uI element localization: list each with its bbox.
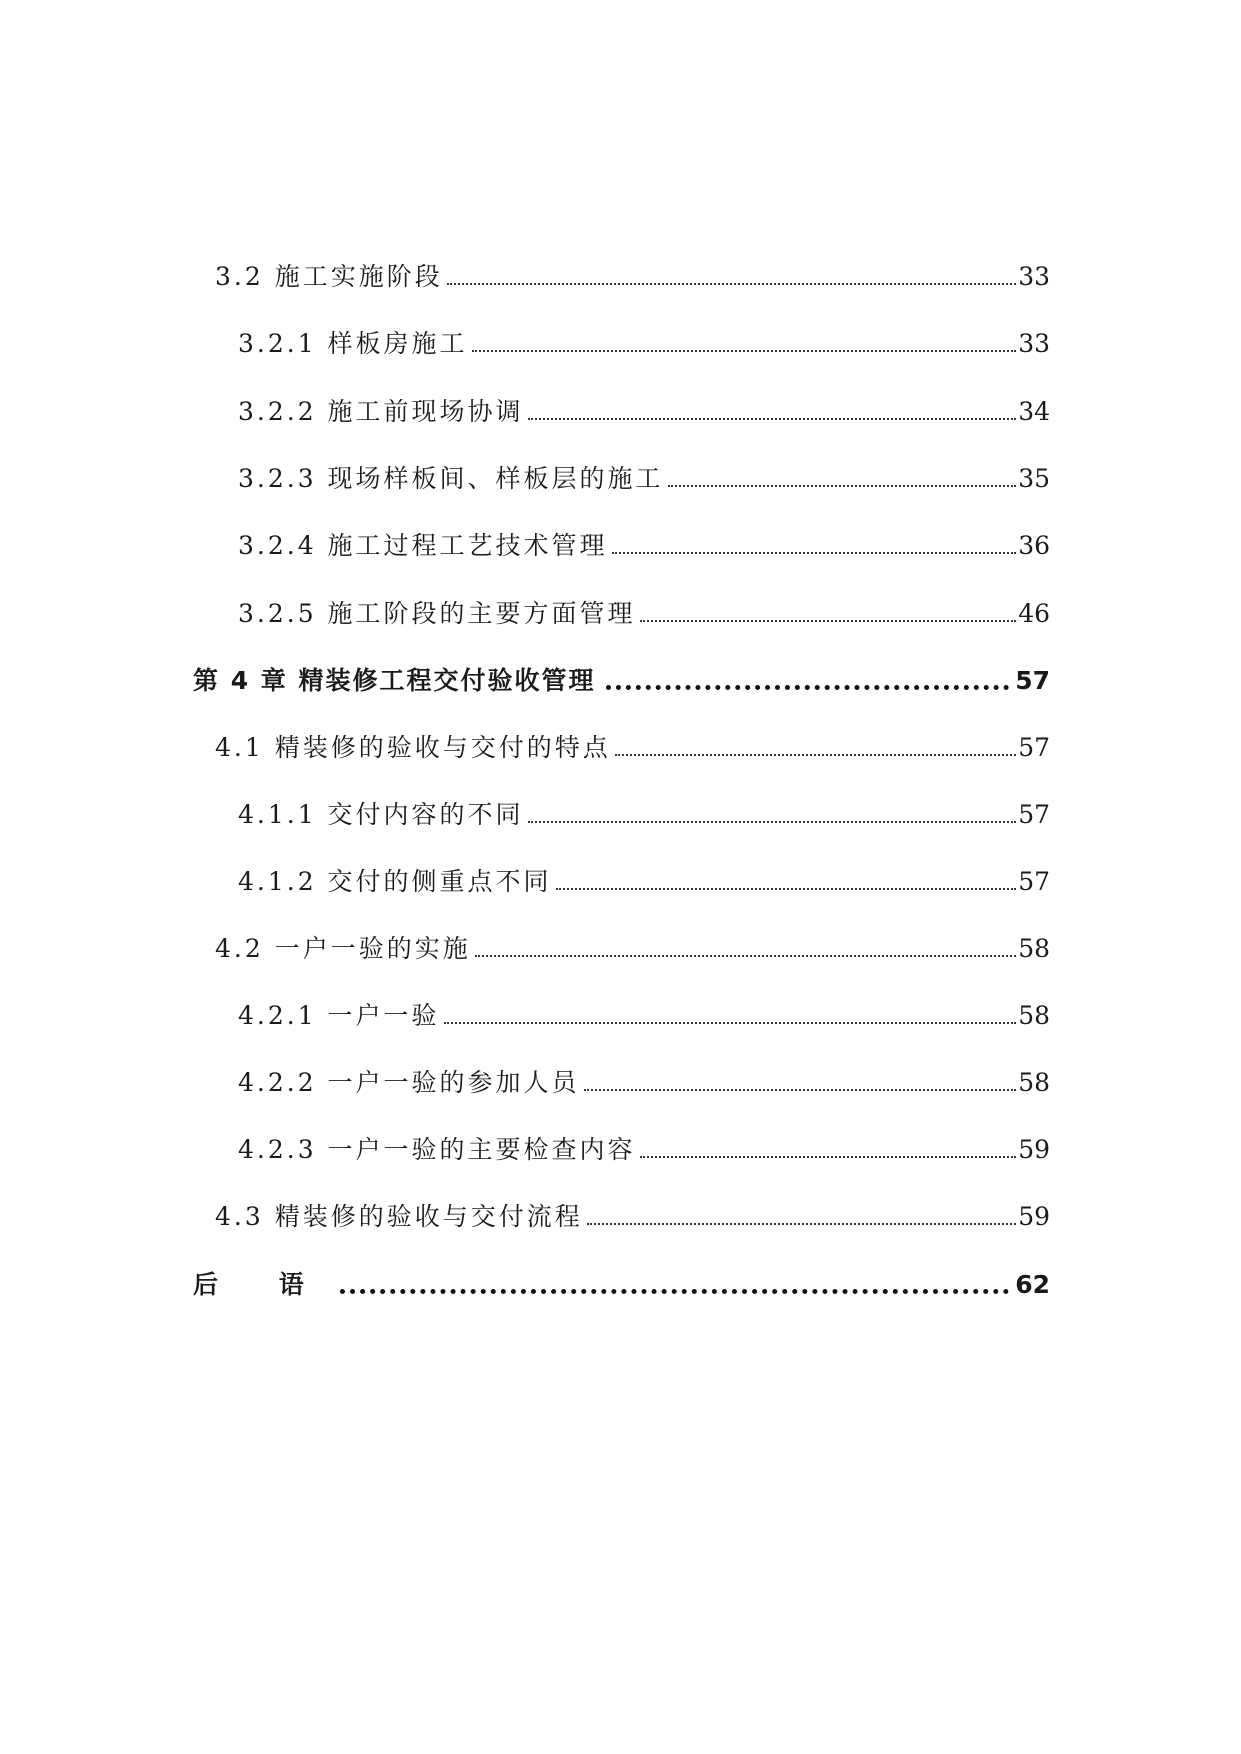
toc-label: 3.2 施工实施阶段 (215, 262, 443, 291)
toc-entry-4-1[interactable] (215, 719, 1050, 763)
dot-leader (528, 418, 1017, 420)
toc-page-number: 59 (1018, 1202, 1050, 1231)
toc-page-number: 34 (1018, 397, 1050, 426)
toc-label: 第 4 章 精装修工程交付验收管理 (193, 666, 596, 695)
toc-page-number: 59 (1018, 1135, 1050, 1164)
toc-entry-3-2-2[interactable] (238, 383, 1050, 427)
toc-entry-4-2-3[interactable] (238, 1121, 1050, 1165)
toc-page-number: 36 (1018, 531, 1050, 560)
toc-label: 4.2.3 一户一验的主要检查内容 (238, 1135, 636, 1164)
toc-label: 4.2.1 一户一验 (238, 1001, 440, 1030)
dot-leader (472, 350, 1017, 352)
dot-leader (615, 754, 1016, 756)
toc-entry-3-2[interactable] (215, 248, 1050, 292)
dot-leader (528, 821, 1017, 823)
toc-entry-afterword[interactable] (193, 1256, 1050, 1300)
toc-entry-3-2-3[interactable] (238, 450, 1050, 494)
toc-entry-4-2-2[interactable] (238, 1054, 1050, 1098)
toc-label: 4.2 一户一验的实施 (215, 934, 471, 963)
toc-entry-3-2-5[interactable] (238, 585, 1050, 629)
toc-page-number: 57 (1018, 800, 1050, 829)
toc-page-number: 57 (1018, 867, 1050, 896)
dot-leader (640, 620, 1017, 622)
toc-page-number: 35 (1018, 464, 1050, 493)
dot-leader (668, 485, 1017, 487)
toc-entry-4-2[interactable] (215, 920, 1050, 964)
toc-entry-chapter-4[interactable] (193, 652, 1050, 696)
toc-page-number: 46 (1018, 599, 1050, 628)
dot-leader (447, 283, 1016, 285)
toc-label: 3.2.1 样板房施工 (238, 329, 468, 358)
toc-page-number: 57 (1018, 733, 1050, 762)
toc-page-number: 58 (1018, 934, 1050, 963)
toc-entry-3-2-1[interactable] (238, 315, 1050, 359)
toc-label: 4.2.2 一户一验的参加人员 (238, 1068, 580, 1097)
dot-leader (444, 1022, 1017, 1024)
toc-entry-4-3[interactable] (215, 1188, 1050, 1232)
dot-leader (340, 1289, 1009, 1294)
toc-label: 4.3 精装修的验收与交付流程 (215, 1202, 583, 1231)
dot-leader (606, 685, 1010, 690)
toc-entry-4-1-2[interactable] (238, 853, 1050, 897)
dot-leader (584, 1089, 1017, 1091)
toc-page-number: 58 (1018, 1001, 1050, 1030)
dot-leader (475, 955, 1016, 957)
dot-leader (587, 1223, 1016, 1225)
toc-label: 3.2.4 施工过程工艺技术管理 (238, 531, 608, 560)
toc-entry-4-1-1[interactable] (238, 786, 1050, 830)
toc-label: 3.2.5 施工阶段的主要方面管理 (238, 599, 636, 628)
toc-label: 后 语 (193, 1270, 330, 1299)
toc-page-number: 57 (1015, 666, 1050, 695)
toc-label: 4.1.2 交付的侧重点不同 (238, 867, 552, 896)
dot-leader (640, 1156, 1017, 1158)
toc-page-number: 62 (1015, 1270, 1050, 1299)
toc-entry-3-2-4[interactable] (238, 517, 1050, 561)
toc-label: 4.1.1 交付内容的不同 (238, 800, 524, 829)
toc-label: 3.2.3 现场样板间、样板层的施工 (238, 464, 664, 493)
toc-entry-4-2-1[interactable] (238, 987, 1050, 1031)
toc-page-number: 33 (1018, 262, 1050, 291)
toc-label: 3.2.2 施工前现场协调 (238, 397, 524, 426)
toc-page-number: 33 (1018, 329, 1050, 358)
toc-label: 4.1 精装修的验收与交付的特点 (215, 733, 611, 762)
dot-leader (556, 888, 1017, 890)
dot-leader (612, 552, 1017, 554)
toc-page-number: 58 (1018, 1068, 1050, 1097)
